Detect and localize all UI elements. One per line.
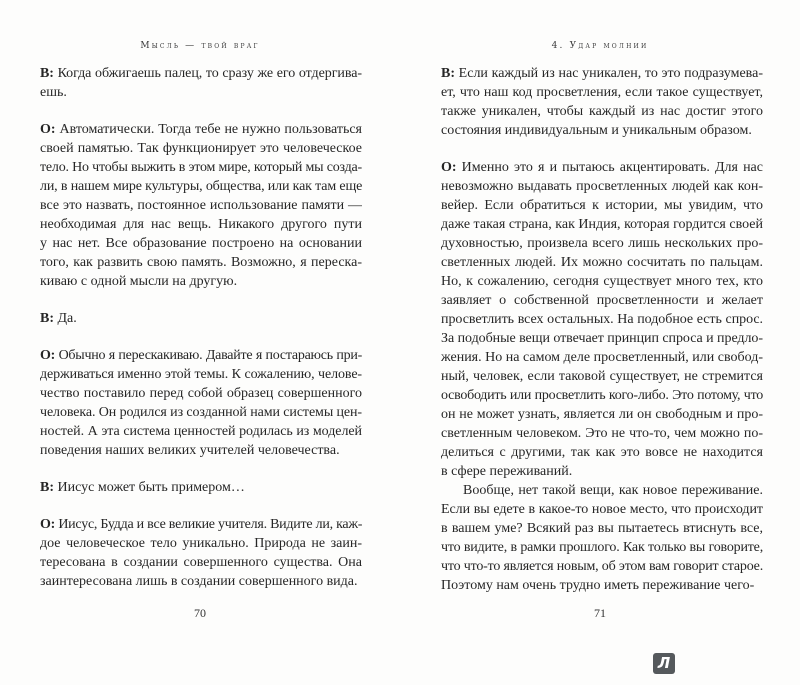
- line-text: что что-то является новым, об этом вам говорит старое.: [441, 559, 763, 574]
- text-line: [441, 64, 763, 83]
- text-line: [441, 424, 763, 443]
- text-line: [40, 441, 362, 460]
- text-line: [40, 177, 362, 196]
- text-line: [441, 121, 763, 140]
- text-line: [40, 120, 362, 139]
- text-line: [40, 196, 362, 215]
- text-line: [40, 346, 362, 365]
- line-text: заинтересована лишь в создании совершенного вида.: [40, 574, 358, 589]
- text-line: [441, 519, 763, 538]
- line-text: состояния индивидуальным и уникальным образом.: [441, 123, 752, 138]
- line-text: просветлить всех остальных. На подобное есть спрос.: [441, 312, 763, 327]
- line-text: ностей. А эта система ценностей родилась из моделей: [40, 424, 362, 439]
- paragraph: [40, 515, 362, 591]
- line-text: Если вы едете в какое-то новое место, что происходит: [441, 502, 763, 517]
- line-text: светленных людей. Их можно сосчитать по пальцам.: [441, 255, 763, 270]
- text-line: [40, 309, 362, 328]
- text-line: [441, 462, 763, 481]
- line-text: Да.: [54, 311, 77, 326]
- text-line: [441, 538, 763, 557]
- paragraph: [40, 120, 362, 291]
- line-text: Но, к сожалению, сегодня существует много тех, кто: [441, 274, 763, 289]
- line-text: невозможно выдавать просветленных людей как кон-: [441, 179, 763, 194]
- line-text: Иисус, Будда и все великие учителя. Видите ли, каж-: [55, 517, 362, 532]
- line-text: даже такая страна, как Индия, которая гордится своей: [441, 217, 763, 232]
- paragraph: [40, 346, 362, 460]
- line-text: ли, в нашем мире культуры, общества, или как там еще: [40, 179, 362, 194]
- text-line: [441, 310, 763, 329]
- publisher-logo-icon: Л: [653, 653, 675, 674]
- line-text: ешь.: [40, 85, 67, 100]
- text-line: [441, 196, 763, 215]
- paragraph: [441, 158, 763, 481]
- paragraph: [40, 64, 362, 102]
- line-text: у нас нет. Все образование построено на основании: [40, 236, 362, 251]
- paragraph: [40, 309, 362, 328]
- line-text: дое человеческое тело уникально. Природа не заин-: [40, 536, 362, 551]
- text-line: [441, 272, 763, 291]
- line-text: что видите, в рамки прошлого. Как только вы говорите,: [441, 540, 763, 555]
- right-page: [400, 0, 800, 685]
- text-line: [40, 64, 362, 83]
- text-line: [40, 272, 362, 291]
- text-line: [441, 576, 763, 595]
- speaker-label: В:: [40, 66, 54, 81]
- line-text: За подобные вещи отвечает принцип спроса и предло-: [441, 331, 763, 346]
- line-text: Если каждый из нас уникален, то это подразумева-: [455, 66, 763, 81]
- text-line: [40, 553, 362, 572]
- text-line: [40, 83, 362, 102]
- speaker-label: О:: [40, 348, 56, 363]
- line-text: Поэтому нам очень трудно иметь переживание чего-: [441, 578, 755, 593]
- line-text: жения. Но на самом деле просветленный, или свобод-: [441, 350, 763, 365]
- text-line: [40, 139, 362, 158]
- text-line: [441, 215, 763, 234]
- text-line: [441, 102, 763, 121]
- paragraph: [40, 478, 362, 497]
- text-line: [441, 329, 763, 348]
- text-line: [441, 348, 763, 367]
- right-text-block: [441, 64, 763, 595]
- line-text: Иисус может быть примером…: [54, 480, 245, 495]
- text-line: [441, 481, 763, 500]
- line-text: все это назвать, постоянное использование памяти —: [40, 198, 362, 213]
- line-text: Вообще, нет такой вещи, как новое переживание.: [463, 483, 763, 498]
- line-text: он не может узнать, является ли он свободным и про-: [441, 407, 763, 422]
- speaker-label: В:: [441, 66, 455, 81]
- text-line: [441, 557, 763, 576]
- line-text: вейер. Если обратиться к истории, мы увидим, что: [441, 198, 763, 213]
- paragraph: [441, 64, 763, 140]
- text-line: [441, 367, 763, 386]
- text-line: [441, 177, 763, 196]
- speaker-label: О:: [40, 122, 56, 137]
- speaker-label: О:: [40, 517, 56, 532]
- running-head-left: Мысль — твой враг: [140, 41, 260, 51]
- speaker-label: В:: [40, 311, 54, 326]
- line-text: киваю с одной мысли на другую.: [40, 274, 238, 289]
- running-head-right: 4. Удар молнии: [551, 41, 649, 51]
- text-line: [441, 386, 763, 405]
- line-text: поведения наших великих учителей человечества.: [40, 443, 340, 458]
- text-line: [441, 443, 763, 462]
- page-number-right: 71: [594, 606, 606, 620]
- text-line: [441, 158, 763, 177]
- line-text: чество поставило перед собой образец совершенного: [40, 386, 362, 401]
- line-text: тересована в создании совершенного существа. Она: [40, 555, 362, 570]
- line-text: в вашем уме? Всякий раз вы пытаетесь втиснуть все,: [441, 521, 763, 536]
- line-text: ный, человек, если таковой существует, не стремится: [441, 369, 763, 384]
- text-line: [441, 234, 763, 253]
- speaker-label: О:: [441, 160, 457, 175]
- line-text: необходимая для нас вещь. Никакого другого пути: [40, 217, 362, 232]
- line-text: также уникален, чтобы каждый из нас достиг этого: [441, 104, 763, 119]
- text-line: [40, 158, 362, 177]
- page-number-left: 70: [194, 606, 206, 620]
- left-text-block: [40, 64, 362, 591]
- line-text: человека. Он родился из созданной нами системы цен-: [40, 405, 362, 420]
- line-text: Обычно я перескакиваю. Давайте я постараюсь при-: [55, 348, 362, 363]
- speaker-label: В:: [40, 480, 54, 495]
- line-text: освободить или просветлить кого-либо. Это потому, что: [441, 388, 763, 403]
- text-line: [441, 500, 763, 519]
- text-line: [40, 403, 362, 422]
- line-text: делиться с другими, так как это вовсе не находится: [441, 445, 763, 460]
- line-text: того, как развить свою память. Возможно, я переска-: [40, 255, 362, 270]
- text-line: [40, 253, 362, 272]
- line-text: заявляет о собственной просветленности и желает: [441, 293, 763, 308]
- line-text: Именно это я и пытаюсь акцентировать. Для нас: [456, 160, 763, 175]
- text-line: [40, 515, 362, 534]
- line-text: тело. Но чтобы выжить в этом мире, который мы созда-: [40, 160, 362, 175]
- line-text: Когда обжигаешь палец, то сразу же его отдергива-: [53, 66, 362, 81]
- text-line: [441, 253, 763, 272]
- line-text: духовностью, произвела всего лишь нескольких про-: [441, 236, 763, 251]
- text-line: [40, 534, 362, 553]
- text-line: [441, 83, 763, 102]
- text-line: [40, 422, 362, 441]
- paragraph: [441, 481, 763, 595]
- text-line: [40, 365, 362, 384]
- text-line: [441, 291, 763, 310]
- line-text: своей памятью. Так функционирует это человеческое: [40, 141, 362, 156]
- text-line: [40, 478, 362, 497]
- text-line: [40, 215, 362, 234]
- text-line: [40, 572, 362, 591]
- line-text: в сфере переживаний.: [441, 464, 573, 479]
- line-text: держиваться именно этой темы. К сожалению, челове-: [40, 367, 362, 382]
- text-line: [441, 405, 763, 424]
- line-text: светленным человеком. Это не что-то, чем можно по-: [441, 426, 763, 441]
- text-line: [40, 384, 362, 403]
- text-line: [40, 234, 362, 253]
- line-text: ет, что наш код просветления, если такое существует,: [441, 85, 763, 100]
- line-text: Автоматически. Тогда тебе не нужно пользоваться: [55, 122, 362, 137]
